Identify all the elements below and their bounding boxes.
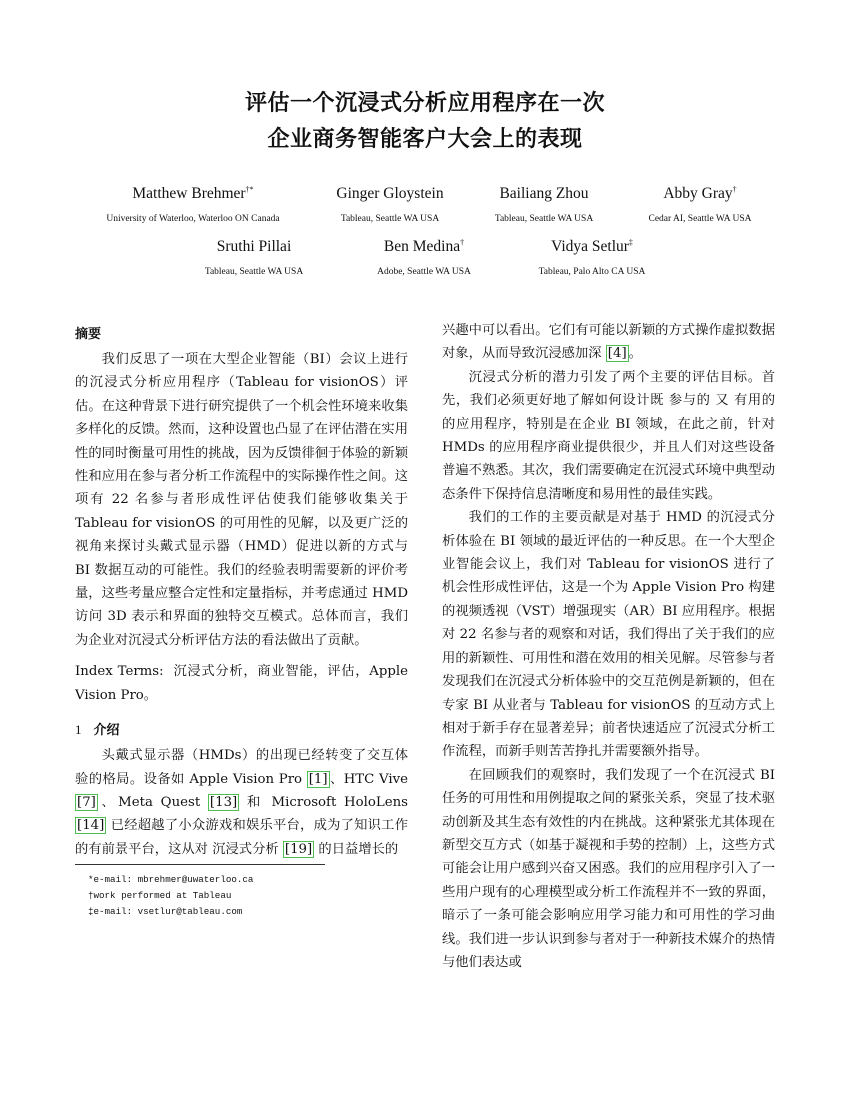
text-run: 兴趣中可以看出。它们有可能以新颖的方式操作虚拟数据对象，从而导致沉浸感加深 [442,323,775,362]
author-affiliation: Adobe, Seattle WA USA [377,267,471,277]
footnote: †work performed at Tableau [88,890,232,902]
text-run: 、Meta Quest [97,794,208,810]
author-block [320,184,460,226]
section-number: 1 [75,722,82,738]
author-marks: ‡ [628,237,633,247]
citation-link[interactable]: [19] [284,841,313,857]
author-block [474,184,614,226]
author-name: Abby Gray [663,185,733,202]
section-heading [75,717,408,744]
footnote-rule [75,864,325,865]
author-block [630,184,770,226]
author-name: Ginger Gloystein [336,185,444,202]
paragraph: 在回顾我们的观察时，我们发现了一个在沉浸式 BI 任务的可用性和用例提取之间的紧张关系，突显了技术驱动创新及其生态有效性的内在挑战。这种紧张尤其体现在新型交互方式（如基于凝视和手势的控制）上，这些方式可能会让用户感到兴奋又困惑。我们的应用程序引入了一些用户现有的心理模型或分析工作流程并不一致的界面，暗示了一条可能会影响应用学习能力和可用性的学习曲线。我们进一步认识到参与者对于一种新技术媒介的热情与他们表达或 [442,767,775,970]
author-affiliation: Tableau, Palo Alto CA USA [538,267,646,277]
author-name: Ben Medina [383,238,461,255]
author-affiliation: Tableau, Seattle WA USA [204,267,304,277]
citation-link[interactable]: [7] [77,794,96,810]
abstract-text: 我们反思了一项在大型企业智能（BI）会议上进行的沉浸式分析应用程序（Tableau for visionOS）评估。在这种背景下进行研究提供了一个机会性环境来收集多样化的反馈。然而，这种设置也凸显了在评估潜在实用性的同时衡量可用性的挑战，因为反馈徘徊于体验的新颖性和应用在参与者分析工作流程中的实际操作性之间。这项有 22 名参与者形成性评估使我们能够收集关于 Tableau for visionOS 的可用性的见解，以及更广泛的视角来探讨头戴式显示器（HMD）促进以新的方式与 BI 数据互动的可能性。我们的经验表明需要新的评价考量，这些考量应整合定性和定量指标，并考虑通过 HMD 访问 3D 表示和界面的独特交互模式。总体而言，我们为企业对沉浸式分析评估方法的看法做出了贡献。 [75,352,408,648]
right-column [442,319,775,974]
citation-link[interactable]: [1] [308,771,328,787]
author-marks: † [460,237,465,247]
abstract-heading: 摘要 [75,327,102,342]
intro-paragraph [75,744,408,861]
left-column [75,322,408,920]
citation-link[interactable]: [13] [209,794,238,810]
paragraph: 沉浸式分析的潜力引发了两个主要的评估目标。首先，我们必须更好地了解如何设计既 参与的 又 有用的 的应用程序，特别是在企业 BI 领域，在此之前，针对 HMDs 的应用程序商业提供很少，并且人们对这些设备普遍不熟悉。其次，我们需要确定在沉浸式环境中典型动态条件下保持信息清晰度和易用性的最佳实践。 [442,369,775,502]
author-block [88,184,298,226]
section-title: 介绍 [93,723,120,739]
author-affiliation: Tableau, Seattle WA USA [340,214,440,224]
text-run: 。 [628,346,642,362]
author-marks: †* [245,184,254,194]
author-block [349,237,499,279]
index-terms-label: Index Terms: [75,664,164,680]
author-affiliation: Cedar AI, Seattle WA USA [648,214,752,224]
paper-title [0,86,850,158]
text-run: 的日益增长的 [314,841,399,857]
text-run: 头戴式显示器（HMDs）的出现已经转变了交互体验的格局。设备如 Apple Vision Pro [75,748,408,787]
footnote: *e-mail: mbrehmer@uwaterloo.ca [88,874,254,886]
text-run: 、HTC Vive [329,771,409,787]
author-name: Bailiang Zhou [499,185,589,202]
author-name: Vidya Setlur [551,238,629,255]
citation-link[interactable]: [4] [607,346,627,362]
footnotes [75,872,408,920]
author-block [517,237,667,279]
paragraph [442,319,775,366]
title-line-2: 企业商务智能客户大会上的表现 [267,127,583,152]
text-run: 已经超越了小众游戏和娱乐平台，成为了知识工作的有前景平台，这从对 沉浸式分析 [75,818,408,857]
author-affiliation: University of Waterloo, Waterloo ON Canada [106,214,280,224]
citation-link[interactable]: [14] [77,818,105,834]
footnote: ‡e-mail: vsetlur@tableau.com [88,906,243,918]
text-run: 和 Microsoft HoloLens [239,794,408,810]
author-marks: † [732,184,737,194]
title-line-1: 评估一个沉浸式分析应用程序在一次 [244,91,605,116]
author-name: Sruthi Pillai [216,238,292,255]
index-terms-text: 沉浸式分析，商业智能，评估，Apple Vision Pro。 [75,664,408,703]
index-terms [75,660,408,707]
author-name: Matthew Brehmer [132,185,246,202]
paragraph: 我们的工作的主要贡献是对基于 HMD 的沉浸式分析体验在 BI 领域的最近评估的一种反思。在一个大型企业智能会议上，我们对 Tableau for visionOS 进行了机会性形成性评估，这是一个为 Apple Vision Pro 构建的视频透视（VST）增强现实（AR）BI 应用程序。根据对 22 名参与者的观察和对话，我们得出了关于我们的应用的新颖性、可用性和潜在效用的相关见解。尽管参与者发现我们在沉浸式分析体验中的交互范例是新颖的，但在专家 BI 从业者与 Tableau for visionOS 的互动方式上相对于新手存在显著差异；前者快速适应了沉浸式分析工作流程，而新手则苦苦挣扎并需要额外指导。 [442,510,775,760]
author-affiliation: Tableau, Seattle WA USA [494,214,594,224]
author-block [184,237,324,279]
